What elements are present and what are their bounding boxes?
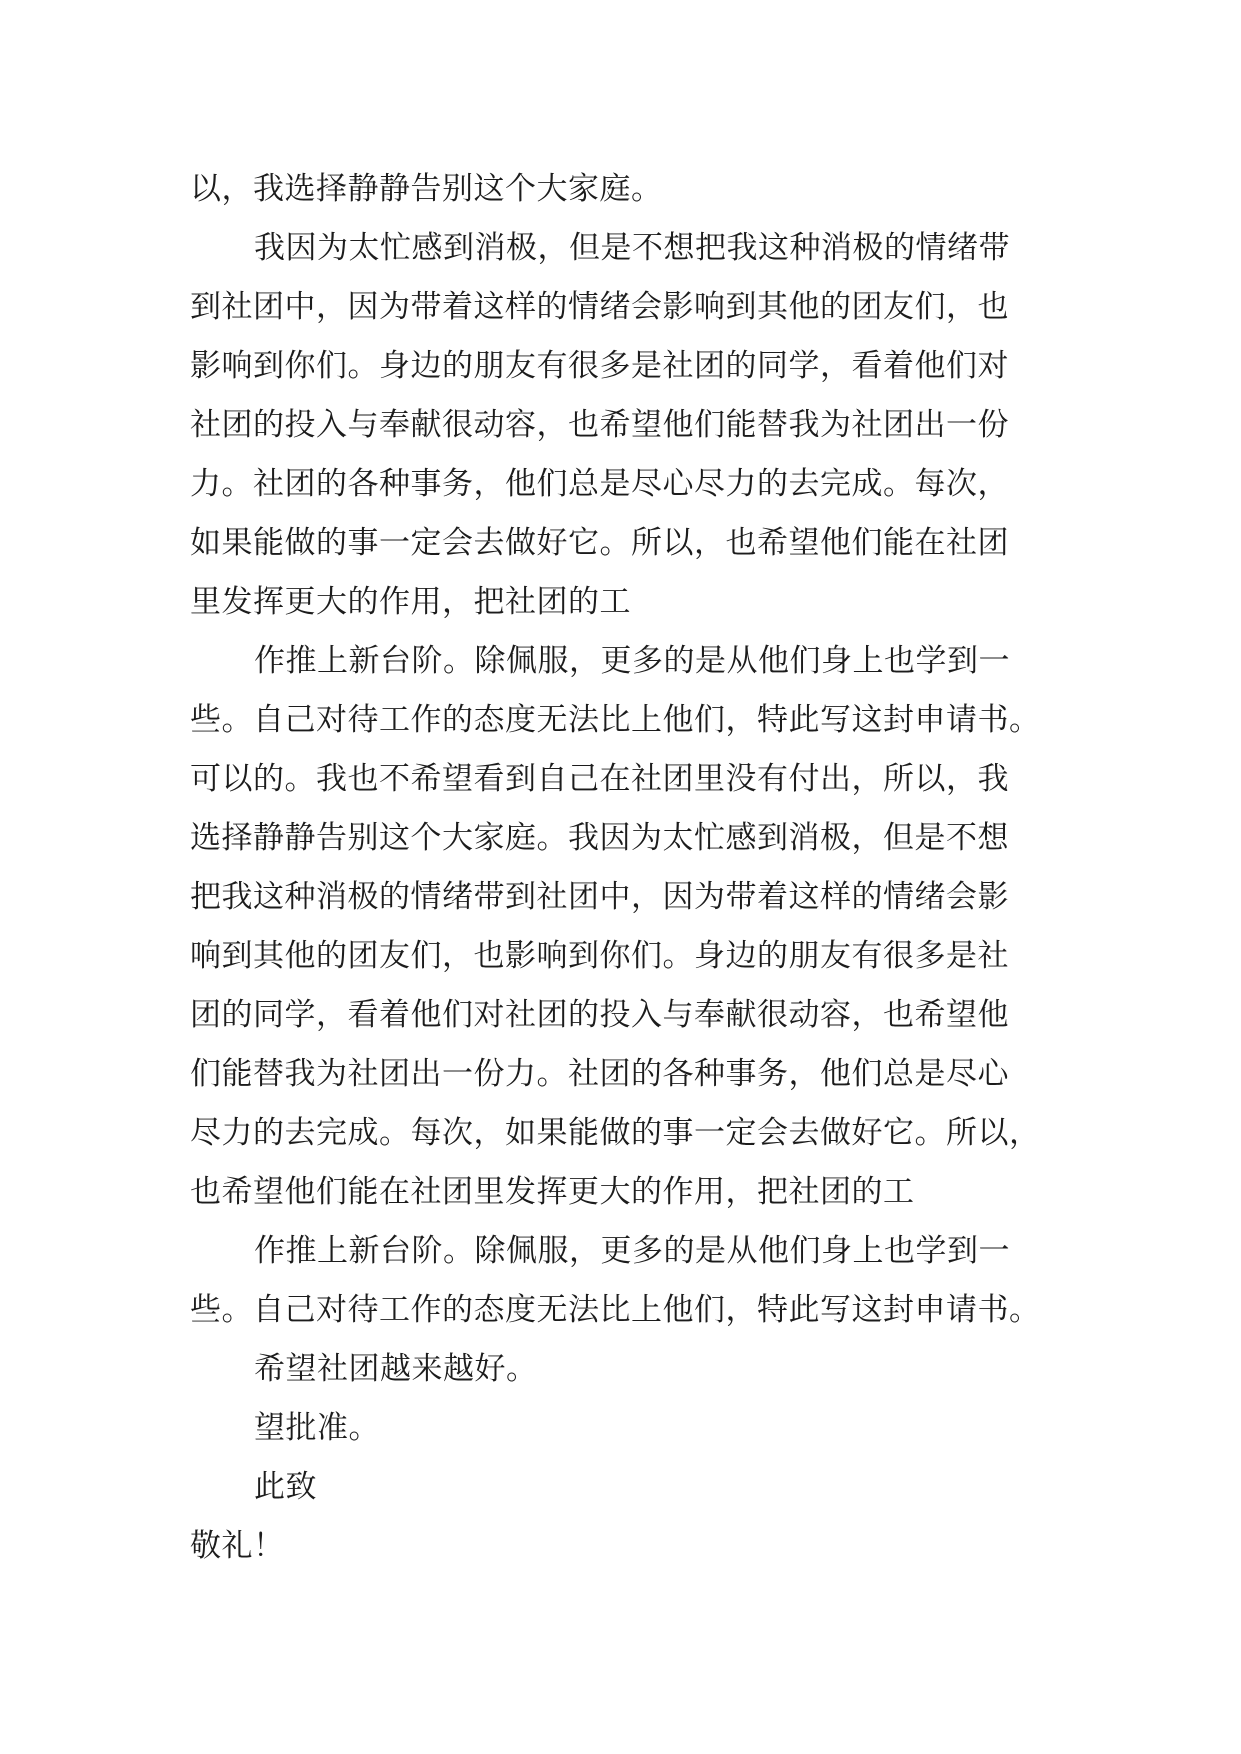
text-line: 里发挥更大的作用，把社团的工: [190, 584, 631, 620]
text-line: 些。自己对待工作的态度无法比上他们，特此写这封申请书。: [190, 702, 1041, 738]
text-line: 我因为太忙感到消极，但是不想把我这种消极的情绪带: [254, 230, 1010, 266]
closing-wish: 希望社团越来越好。: [254, 1351, 538, 1387]
text-line: 可以的。我也不希望看到自己在社团里没有付出，所以，我: [190, 761, 1009, 797]
text-line: 团的同学，看着他们对社团的投入与奉献很动容，也希望他: [190, 997, 1009, 1033]
text-line: 尽力的去完成。每次，如果能做的事一定会去做好它。所以，: [190, 1115, 1041, 1151]
text-line: 们能替我为社团出一份力。社团的各种事务，他们总是尽心: [190, 1056, 1009, 1092]
text-line: 也希望他们能在社团里发挥更大的作用，把社团的工: [190, 1174, 915, 1210]
text-line: 些。自己对待工作的态度无法比上他们，特此写这封申请书。: [190, 1292, 1041, 1328]
text-line: 如果能做的事一定会去做好它。所以，也希望他们能在社团: [190, 525, 1009, 561]
text-line: 作推上新台阶。除佩服，更多的是从他们身上也学到一: [254, 643, 1010, 679]
text-line: 社团的投入与奉献很动容，也希望他们能替我为社团出一份: [190, 407, 1009, 443]
text-line: 到社团中，因为带着这样的情绪会影响到其他的团友们，也: [190, 289, 1009, 325]
text-line: 力。社团的各种事务，他们总是尽心尽力的去完成。每次，: [190, 466, 1009, 502]
text-line: 响到其他的团友们，也影响到你们。身边的朋友有很多是社: [190, 938, 1009, 974]
text-line: 把我这种消极的情绪带到社团中，因为带着这样的情绪会影: [190, 879, 1009, 915]
salutation-closing: 此致: [254, 1469, 317, 1505]
letter-body: [190, 160, 1050, 1576]
text-line: 选择静静告别这个大家庭。我因为太忙感到消极，但是不想: [190, 820, 1009, 856]
salutation-respect: 敬礼！: [190, 1528, 285, 1564]
approval-request: 望批准。: [254, 1410, 380, 1446]
text-line: 影响到你们。身边的朋友有很多是社团的同学，看着他们对: [190, 348, 1009, 384]
text-line: 以，我选择静静告别这个大家庭。: [190, 171, 663, 207]
text-line: 作推上新台阶。除佩服，更多的是从他们身上也学到一: [254, 1233, 1010, 1269]
